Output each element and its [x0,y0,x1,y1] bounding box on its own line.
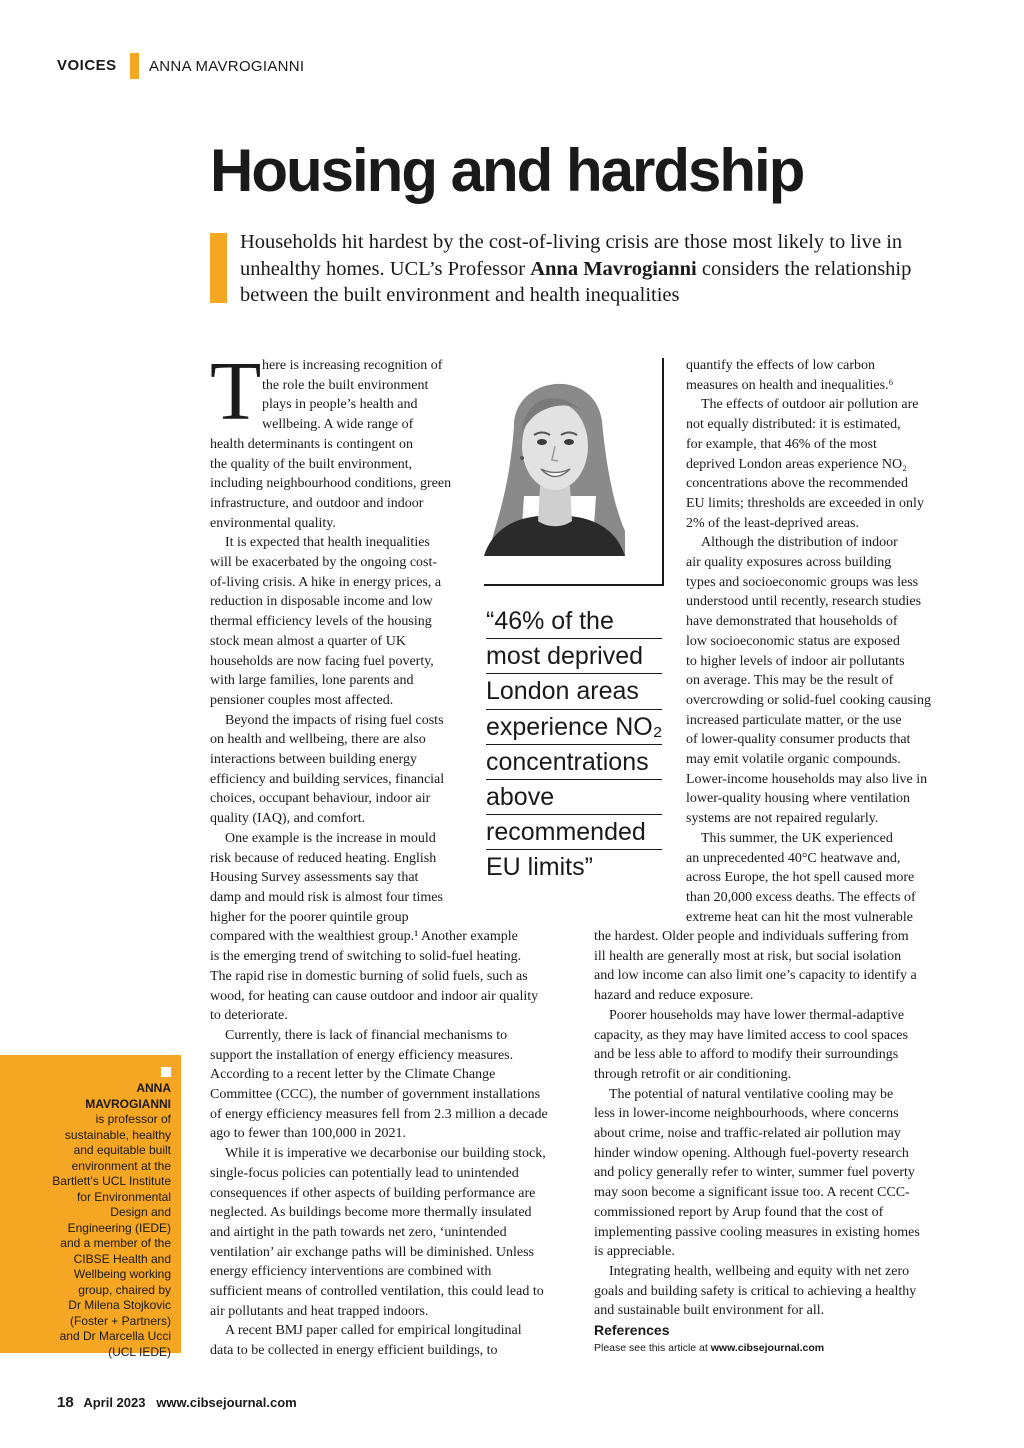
body-text-line: A recent BMJ paper called for empirical longitudinal [225,1323,522,1339]
body-text-line: of lower-quality consumer products that [686,732,911,748]
bio-text [11,1081,171,1360]
body-text-line: across Europe, the hot spell caused more [686,870,915,886]
body-text-line: goals and building safety is critical to achieving a healthy [594,1283,917,1299]
body-text-line: with large families, lone parents and [210,673,414,689]
body-text-line: The potential of natural ventilative cooling may be [609,1086,894,1102]
bio-line: Dr Milena Stojkovic [68,1298,171,1312]
bio-line: sustainable, healthy [64,1127,171,1142]
footer-site[interactable]: www.cibsejournal.com [156,1395,297,1410]
standfirst [240,229,960,309]
body-text-line: pensioner couples most affected. [210,692,394,708]
body-text-line: the quality of the built environment, [210,456,413,472]
body-text-line: extreme heat can hit the most vulnerable [686,909,914,925]
section-label: VOICES [57,57,117,74]
footer-date: April 2023 [83,1395,146,1410]
body-text-line: and policy generally refer to winter, summer fuel poverty [594,1165,915,1181]
body-text-line: low socioeconomic status are exposed [686,633,900,649]
body-text-line: plays in people’s health and [262,397,418,413]
standfirst-text-a: Households hit hardest by the cost-of-living crisis are those most likely to live in unhealthy homes. UCL’s Professor [240,231,903,280]
body-text-line: increased particulate matter, or the use [686,712,902,728]
bio-line: is professor of [95,1112,171,1126]
bio-name [11,1081,171,1112]
bio-name-line1: ANNA [136,1081,171,1095]
body-text-line: Integrating health, wellbeing and equity with net zero [609,1263,910,1279]
body-text-line: The rapid rise in domestic burning of solid fuels, such as [210,968,528,984]
page-number: 18 [57,1394,74,1411]
body-text-line: systems are not repaired regularly. [686,811,879,827]
body-text-line: consequences if other aspects of building performance are [210,1185,536,1201]
body-column-right-upper [686,356,946,927]
pull-quote-line: London areas [486,674,662,709]
body-text-line: air quality exposures across building [686,555,892,571]
body-text-line: efficiency and building services, financial [210,771,445,787]
body-text-line: and low income can also limit one’s capacity to identify a [594,968,917,984]
bio-line: Engineering (IEDE) [67,1220,171,1235]
body-text-line: choices, occupant behaviour, indoor air [210,791,431,807]
body-text-line: One example is the increase in mould [225,830,436,846]
pull-quote-line: “46% of the [486,604,662,639]
body-text-line: single-focus policies can potentially lead to unintended [210,1165,519,1181]
body-text-line: infrastructure, and outdoor and indoor [210,495,424,511]
bio-name-line2: MAVROGIANNI [85,1096,171,1111]
bio-line: and equitable built [73,1143,171,1157]
body-text-line: have demonstrated that households of [686,614,898,630]
pull-quote-line: experience NO₂ [486,710,662,745]
body-text-line: is the emerging trend of switching to solid-fuel heating. [210,949,522,965]
body-text-line: risk because of reduced heating. English [210,850,437,866]
body-text-line: and airtight in the path towards net zero, ‘unintended [210,1224,507,1240]
body-text-line: wood, for heating can cause outdoor and indoor air quality [210,988,539,1004]
bio-line: environment at the [71,1158,171,1173]
drop-cap: T [210,345,262,438]
standfirst-text-b: considers the relationship between the built environment and health inequalities [240,257,912,306]
body-text-line: air pollutants and heat trapped indoors. [210,1303,429,1319]
references-text [594,1342,824,1354]
body-text-line: about crime, noise and traffic-related air pollution may [594,1126,901,1142]
body-text-line: hazard and reduce exposure. [594,988,754,1004]
body-text-line: through retrofit or air conditioning. [594,1066,792,1082]
standfirst-accent-bar [210,233,227,303]
body-text-line: capacity, as they may have limited access to cool spaces [594,1027,908,1043]
body-text-line: data to be collected in energy efficient buildings, to [210,1343,498,1359]
body-text-line: including neighbourhood conditions, green [210,476,452,492]
portrait-frame-bottom [484,584,664,586]
body-text-line: deprived London areas experience NO₂ [686,456,908,472]
portrait-frame-right [662,358,664,586]
page-title: Housing and hardship [210,137,804,204]
page-footer [57,1394,297,1411]
bio-line: and Dr Marcella Ucci [59,1329,171,1343]
header-author: ANNA MAVROGIANNI [149,58,305,75]
body-text-line: of-living crisis. A hike in energy prices, a [210,574,442,590]
standfirst-author-name: Anna Mavrogianni [530,257,697,280]
body-text-line: reduction in disposable income and low [210,594,433,610]
body-text-line: According to a recent letter by the Climate Change [210,1067,496,1083]
body-text-line: health determinants is contingent on [210,436,413,452]
body-text-line: This summer, the UK experienced [701,830,893,846]
body-text-line: less in lower-income neighbourhoods, where concerns [594,1106,899,1122]
body-text-line: energy efficiency interventions are combined with [210,1264,492,1280]
body-text-line: Although the distribution of indoor [701,535,898,551]
bio-line: Bartlett’s UCL Institute [52,1174,171,1188]
author-bio-box [0,1055,181,1359]
body-text-line: quality (IAQ), and comfort. [210,811,366,827]
body-text-line: ill health are generally most at risk, but social isolation [594,948,902,964]
pull-quote-line: EU limits” [486,853,593,882]
body-text-line: EU limits; thresholds are exceeded in only [686,495,924,511]
body-text-line: not equally distributed: it is estimated, [686,417,901,433]
bio-line: Wellbeing working [73,1267,171,1281]
body-text-line: Beyond the impacts of rising fuel costs [225,712,444,728]
body-text-line: the hardest. Older people and individuals suffering from [594,929,909,944]
body-text-line: environmental quality. [210,515,336,531]
body-text-line: on health and wellbeing, there are also [210,732,426,748]
bio-line: Design and [110,1205,171,1219]
body-text-line: Committee (CCC), the number of government installations [210,1087,541,1103]
body-text-line: damp and mould risk is almost four times [210,889,443,905]
body-text-line: and sustainable built environment for all. [594,1303,825,1319]
body-text-line: Currently, there is lack of financial mechanisms to [225,1027,508,1043]
body-text-line: of energy efficiency measures fell from 2.3 million a decade [210,1106,548,1122]
pull-quote [486,604,662,886]
body-text-line: quantify the effects of low carbon [686,358,876,373]
body-text-line: may soon become a significant issue too. A recent CCC- [594,1185,910,1201]
body-text-line: stock mean almost a quarter of UK [210,633,406,649]
references-link[interactable]: www.cibsejournal.com [710,1342,825,1354]
body-text-line: and be less able to afford to modify their surroundings [594,1047,899,1063]
body-text-line: to higher levels of indoor air pollutants [686,653,905,669]
author-portrait-photo [484,356,625,556]
body-text-line: support the installation of energy efficiency measures. [210,1047,514,1063]
body-text-line: compared with the wealthiest group.¹ Another example [210,929,518,945]
body-text-line: Housing Survey assessments say that [210,870,419,886]
body-text-line: households are now facing fuel poverty, [210,653,434,669]
references-note: Please see this article at [594,1342,711,1354]
body-text-line: 2% of the least-deprived areas. [686,515,859,531]
body-text-line: the role the built environment [262,377,429,393]
body-text-line: While it is imperative we decarbonise our building stock, [225,1146,546,1162]
body-text-line: Lower-income households may also live in [686,771,928,787]
bio-line: (UCL IEDE) [108,1344,171,1359]
body-text-line: higher for the poorer quintile group [210,909,409,925]
section-divider-bar [130,53,139,79]
body-text-line: interactions between building energy [210,752,417,768]
body-text-line: an unprecedented 40°C heatwave and, [686,850,901,866]
body-text-line: thermal efficiency levels of the housing [210,614,432,630]
body-text-line: It is expected that health inequalities [225,535,430,551]
body-text-line: lower-quality housing where ventilation [686,791,911,807]
body-text-line: types and socioeconomic groups was less [686,574,919,590]
body-text-line: wellbeing. A wide range of [262,417,414,433]
references-title: References [594,1322,670,1338]
body-text-line: on average. This may be the result of [686,673,894,689]
pull-quote-line: above [486,780,662,815]
body-text-line: for example, that 46% of the most [686,436,877,452]
pull-quote-line: most deprived [486,639,662,674]
pull-quote-line: concentrations [486,745,662,780]
body-text-line: ago to fewer than 100,000 in 2021. [210,1126,406,1142]
bio-line: for Environmental [76,1189,171,1204]
body-text-line: measures on health and inequalities.⁶ [686,377,894,393]
body-text-line: Poorer households may have lower thermal-adaptive [609,1007,905,1023]
body-text-line: understood until recently, research studies [686,594,922,610]
body-text-line: concentrations above the recommended [686,476,908,492]
body-text-line: than 20,000 excess deaths. The effects of [686,889,916,905]
body-text-line: implementing passive cooling measures in existing homes [594,1224,920,1240]
body-text-line: overcrowding or solid-fuel cooking causing [686,692,931,708]
body-text-line: here is increasing recognition of [262,358,443,373]
bio-lines [11,1112,171,1360]
body-text-line: to deteriorate. [210,1008,288,1024]
body-text-line: commissioned report by Arup found that the cost of [594,1204,884,1220]
body-text-line: will be exacerbated by the ongoing cost- [210,555,438,571]
body-text-line: neglected. As buildings become more thermally insulated [210,1205,532,1221]
bio-line: CIBSE Health and [73,1251,171,1266]
body-text-line: may emit volatile organic compounds. [686,752,901,768]
body-text-line: hinder window opening. Although fuel-poverty research [594,1145,909,1161]
bio-line: and a member of the [60,1236,171,1250]
bio-line: group, chaired by [78,1282,171,1297]
body-text-line: sufficient means of controlled ventilation, this could lead to [210,1284,544,1300]
bio-line: (Foster + Partners) [69,1313,171,1328]
body-text-line: ventilation’ air exchange paths will be diminished. Unless [210,1244,534,1260]
body-text-line: The effects of outdoor air pollution are [701,397,919,413]
pull-quote-line: recommended [486,815,662,850]
bio-square-icon [161,1067,171,1077]
body-column-right-lower [594,927,954,1321]
body-text-line: is appreciable. [594,1244,675,1260]
